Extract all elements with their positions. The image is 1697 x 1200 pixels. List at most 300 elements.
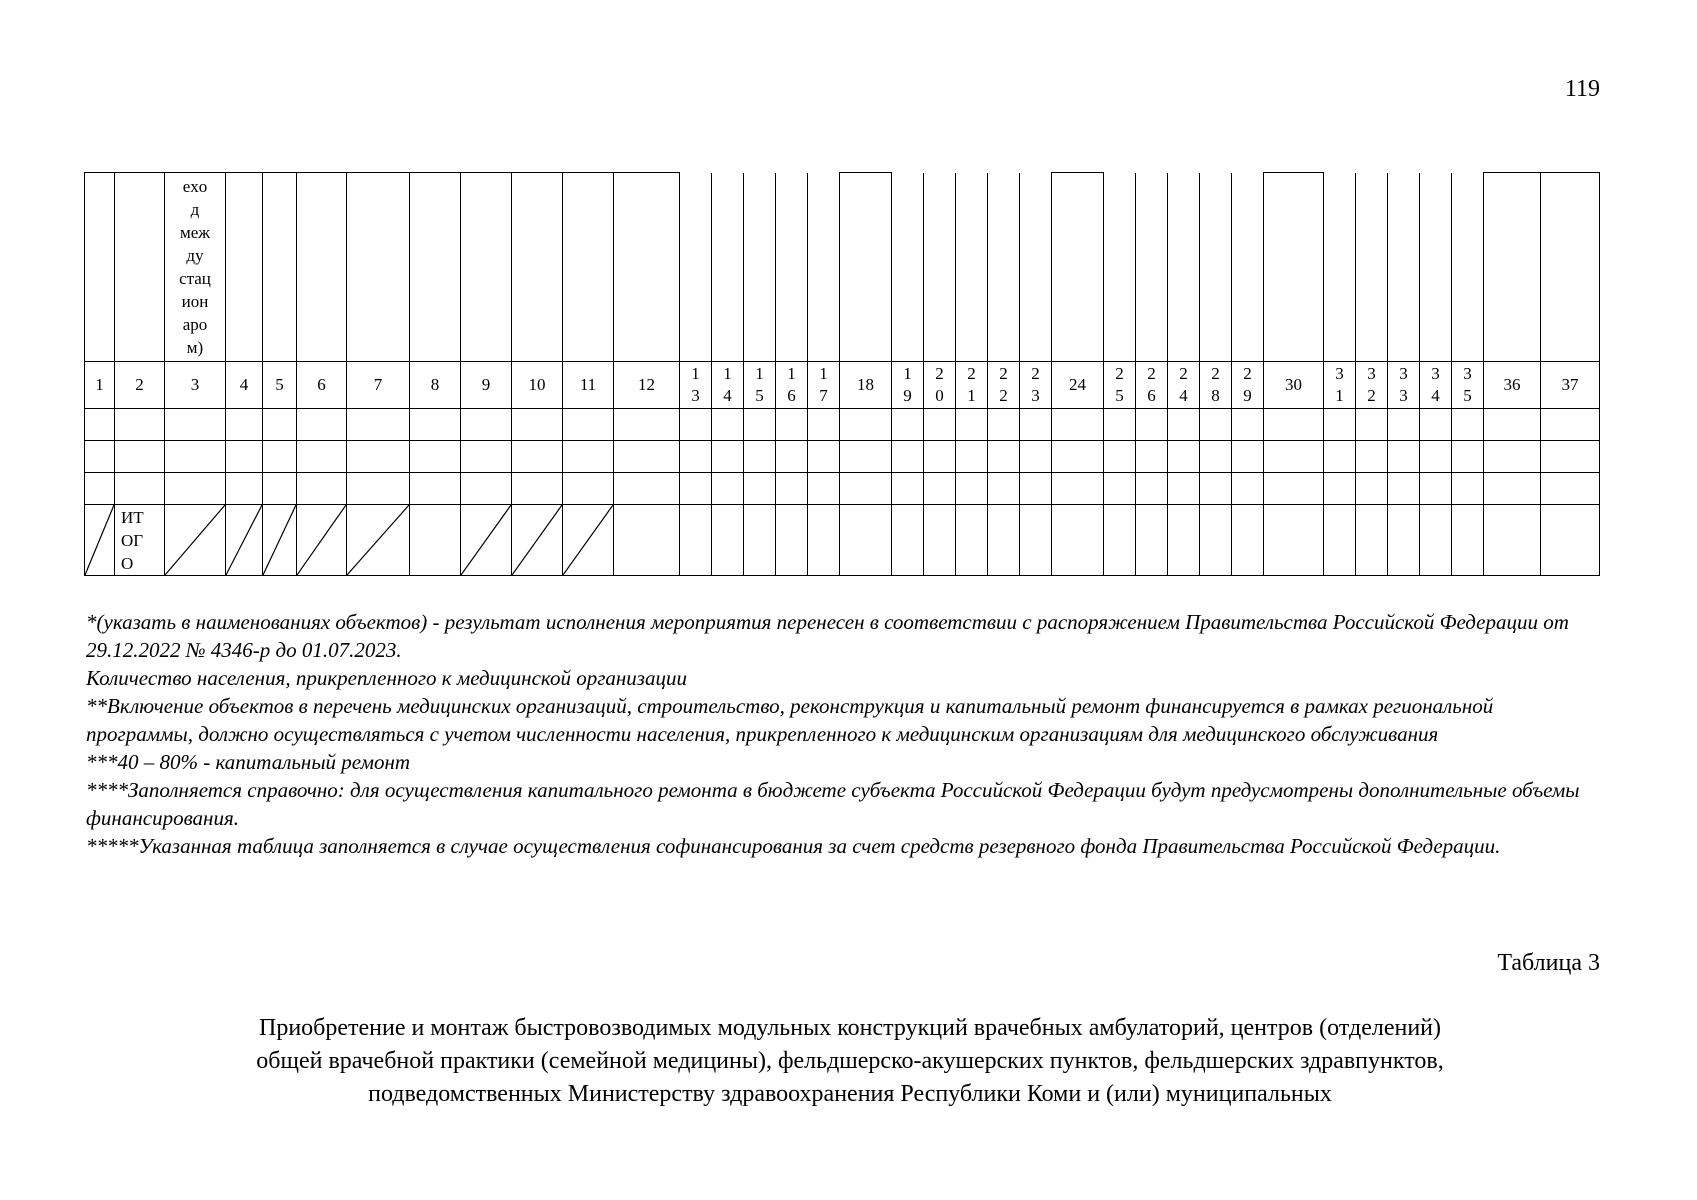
- table-row: [85, 441, 1600, 473]
- total-cell: [840, 505, 892, 576]
- column-number: 3: [190, 375, 200, 394]
- table-cell: [1388, 473, 1420, 505]
- table-cell: [1136, 441, 1168, 473]
- total-cell: [263, 505, 297, 576]
- table-cell: [226, 441, 263, 473]
- table-cell: [744, 409, 776, 441]
- header-cell: [1452, 173, 1484, 362]
- total-cell: [680, 505, 712, 576]
- table-cell: [1264, 441, 1324, 473]
- table-cell: [297, 441, 347, 473]
- total-label-line: О: [121, 553, 134, 573]
- slash-line: [347, 505, 409, 575]
- column-number-cell: [297, 362, 347, 409]
- table-cell: [563, 441, 614, 473]
- table-cell: [744, 473, 776, 505]
- table-cell: [1168, 441, 1200, 473]
- column-number-cell: [680, 362, 712, 409]
- header-cell: [744, 173, 776, 362]
- footnotes: [86, 608, 1600, 860]
- table-cell: [988, 441, 1020, 473]
- table-cell: [461, 473, 512, 505]
- slash-line: [263, 505, 296, 575]
- header-cell: [956, 173, 988, 362]
- header-cell: [1104, 173, 1136, 362]
- table-cell: [808, 441, 840, 473]
- column-number-cell: [1200, 362, 1232, 409]
- table-cell: [1200, 473, 1232, 505]
- table-cell: [1420, 473, 1452, 505]
- header-cell: [263, 173, 297, 362]
- total-cell: [1452, 505, 1484, 576]
- total-cell: [776, 505, 808, 576]
- header-cell: [226, 173, 263, 362]
- heading-line-2: общей врачебной практики (семейной медицины), фельдшерско-акушерских пунктов, фельдшерских здравпунктов,: [256, 1048, 1444, 1074]
- column-number-cell: [712, 362, 744, 409]
- table-cell: [263, 409, 297, 441]
- total-cell: [892, 505, 924, 576]
- slash-line: [461, 505, 511, 575]
- column-number-cell: [1020, 362, 1052, 409]
- table-cell: [924, 473, 956, 505]
- total-cell: [226, 505, 263, 576]
- diagonal-slash: [563, 505, 613, 575]
- table-cell: [956, 409, 988, 441]
- column-number-cell: [776, 362, 808, 409]
- table-cell: [1324, 409, 1356, 441]
- column-number-cell: [85, 362, 115, 409]
- table-row: [85, 473, 1600, 505]
- header-fragment-line: ду: [186, 246, 204, 265]
- table-cell: [512, 409, 563, 441]
- column-number-cell: [263, 362, 297, 409]
- footnote-1: *(указать в наименованиях объектов) - результат исполнения мероприятия перенесен в соответствии с распоряжением Правительства Российской Федерации от 29.12.2022 № 4346-р до 01.07.2023.: [86, 610, 1569, 662]
- table-cell: [1420, 441, 1452, 473]
- table-cell: [1452, 441, 1484, 473]
- header-cell: [461, 173, 512, 362]
- table-cell: [165, 473, 226, 505]
- column-number: 2: [135, 375, 144, 394]
- column-number: 14: [723, 364, 732, 405]
- total-cell: [712, 505, 744, 576]
- column-number-cell: [1136, 362, 1168, 409]
- table-cell: [165, 441, 226, 473]
- table-cell: [1136, 473, 1168, 505]
- column-number: 6: [317, 375, 326, 394]
- diagonal-slash: [85, 505, 114, 575]
- table-cell: [776, 441, 808, 473]
- column-number: 25: [1115, 364, 1124, 405]
- column-number-cell: [1264, 362, 1324, 409]
- header-fragment-line: аро: [182, 315, 208, 334]
- slash-line: [85, 505, 114, 575]
- table-cell: [680, 473, 712, 505]
- page-number: 119: [1564, 76, 1600, 102]
- header-cell: [563, 173, 614, 362]
- column-number: 36: [1503, 375, 1521, 394]
- table-cell: [410, 473, 461, 505]
- header-fragment-line: д: [190, 200, 200, 219]
- total-cell: [614, 505, 680, 576]
- column-number-cell: [892, 362, 924, 409]
- header-cell: [680, 173, 712, 362]
- table-cell: [297, 409, 347, 441]
- table-cell: [808, 473, 840, 505]
- table-cell: [1324, 473, 1356, 505]
- header-cell: [924, 173, 956, 362]
- column-number-cell: [1232, 362, 1264, 409]
- table-cell: [1136, 409, 1168, 441]
- table-cell: [1200, 409, 1232, 441]
- table-cell: [988, 409, 1020, 441]
- column-number-cell: [1484, 362, 1541, 409]
- header-cell: [1541, 173, 1600, 362]
- column-number: 34: [1431, 364, 1440, 405]
- column-number: 20: [935, 364, 944, 405]
- column-number-cell: [1452, 362, 1484, 409]
- table-cell: [115, 473, 165, 505]
- table-row: [85, 409, 1600, 441]
- column-number-cell: [410, 362, 461, 409]
- table-cell: [563, 409, 614, 441]
- header-cell: [1324, 173, 1356, 362]
- table-cell: [1356, 441, 1388, 473]
- column-number-cell: [1052, 362, 1104, 409]
- table-label: Таблица 3: [1497, 950, 1600, 976]
- header-cell: [347, 173, 410, 362]
- header-cell: [1356, 173, 1388, 362]
- table-cell: [1541, 441, 1600, 473]
- table-cell: [263, 473, 297, 505]
- column-number-cell: [956, 362, 988, 409]
- header-fragment-line: стац: [179, 269, 211, 288]
- table-cell: [924, 441, 956, 473]
- column-number-cell: [115, 362, 165, 409]
- table-cell: [892, 441, 924, 473]
- table-cell: [115, 409, 165, 441]
- table-cell: [680, 409, 712, 441]
- total-cell: [347, 505, 410, 576]
- total-cell: [1388, 505, 1420, 576]
- table-cell: [1452, 409, 1484, 441]
- data-table: [84, 172, 1600, 576]
- table-cell: [1232, 409, 1264, 441]
- table-cell: [512, 441, 563, 473]
- header-cell: [808, 173, 840, 362]
- data-table-container: [84, 172, 1600, 576]
- header-row: [85, 173, 1600, 362]
- header-cell: [1484, 173, 1541, 362]
- column-number: 19: [903, 364, 912, 405]
- table-cell: [1356, 473, 1388, 505]
- table-cell: [1452, 473, 1484, 505]
- table-cell: [410, 441, 461, 473]
- footnote-2: **Включение объектов в перечень медицинских организаций, строительство, реконструкция и капитальный ремонт финансируется в рамках региональной программы, должно осуществляться с учетом численности населения, прикрепленного к медицинским организациям для медицинского обслуживания: [86, 694, 1494, 746]
- column-number: 24: [1069, 375, 1086, 394]
- total-row: [85, 505, 1600, 576]
- column-number: 23: [1031, 364, 1040, 405]
- header-cell: [892, 173, 924, 362]
- table-cell: [840, 409, 892, 441]
- column-number-cell: [808, 362, 840, 409]
- column-number-cell: [840, 362, 892, 409]
- table-cell: [165, 409, 226, 441]
- column-number: 18: [857, 375, 874, 394]
- table-cell: [1168, 409, 1200, 441]
- column-number-row: [85, 362, 1600, 409]
- total-cell: [410, 505, 461, 576]
- table-cell: [410, 409, 461, 441]
- header-cell: [1420, 173, 1452, 362]
- table-cell: [712, 473, 744, 505]
- column-number-cell: [165, 362, 226, 409]
- header-cell: [115, 173, 165, 362]
- column-number-cell: [1168, 362, 1200, 409]
- table-cell: [85, 441, 115, 473]
- header-cell: [1020, 173, 1052, 362]
- table-cell: [840, 473, 892, 505]
- table-cell: [563, 473, 614, 505]
- slash-line: [226, 505, 262, 575]
- column-number: 7: [373, 375, 383, 394]
- table-cell: [956, 473, 988, 505]
- total-label-line: ОГ: [121, 530, 144, 550]
- diagonal-slash: [347, 505, 409, 575]
- diagonal-slash: [297, 505, 346, 575]
- table-cell: [1264, 473, 1324, 505]
- column-number-cell: [563, 362, 614, 409]
- header-cell: [165, 173, 226, 362]
- table-cell: [347, 409, 410, 441]
- total-cell: [1168, 505, 1200, 576]
- column-number-cell: [1324, 362, 1356, 409]
- table-cell: [85, 409, 115, 441]
- table-cell: [1484, 409, 1541, 441]
- column-number: 15: [755, 364, 764, 405]
- header-cell: [614, 173, 680, 362]
- diagonal-slash: [461, 505, 511, 575]
- table-cell: [461, 441, 512, 473]
- header-cell: [1052, 173, 1104, 362]
- column-number: 1: [95, 375, 104, 394]
- slash-line: [297, 505, 346, 575]
- footnote-population: Количество населения, прикрепленного к медицинской организации: [86, 666, 687, 690]
- table-cell: [1020, 409, 1052, 441]
- total-cell: [1052, 505, 1104, 576]
- table-cell: [1541, 473, 1600, 505]
- header-cell: [512, 173, 563, 362]
- total-cell: [1232, 505, 1264, 576]
- footnote-3: ***40 – 80% - капитальный ремонт: [86, 750, 411, 774]
- total-cell: [1200, 505, 1232, 576]
- header-fragment-line: exo: [182, 177, 208, 196]
- footnote-5: *****Указанная таблица заполняется в случае осуществления софинансирования за счет средств резервного фонда Правительства Российской Федерации.: [86, 834, 1501, 858]
- table-cell: [1200, 441, 1232, 473]
- table-cell: [680, 441, 712, 473]
- diagonal-slash: [263, 505, 296, 575]
- total-cell: [1356, 505, 1388, 576]
- table-cell: [808, 409, 840, 441]
- header-fragment-line: меж: [179, 223, 211, 242]
- table-cell: [226, 409, 263, 441]
- header-cell: [1232, 173, 1264, 362]
- table-cell: [1104, 473, 1136, 505]
- table-heading: [100, 1012, 1600, 1111]
- table-cell: [892, 473, 924, 505]
- column-number-cell: [614, 362, 680, 409]
- header-cell: [1136, 173, 1168, 362]
- slash-line: [563, 505, 613, 575]
- table-cell: [115, 441, 165, 473]
- table-cell: [297, 473, 347, 505]
- header-cell: [410, 173, 461, 362]
- column-number: 13: [691, 364, 700, 405]
- table-cell: [347, 441, 410, 473]
- table-cell: [1541, 409, 1600, 441]
- header-cell: [1264, 173, 1324, 362]
- table-cell: [924, 409, 956, 441]
- table-cell: [347, 473, 410, 505]
- total-cell: [1104, 505, 1136, 576]
- table-cell: [988, 473, 1020, 505]
- total-cell: [1324, 505, 1356, 576]
- total-cell: [512, 505, 563, 576]
- table-cell: [614, 409, 680, 441]
- slash-line: [512, 505, 562, 575]
- table-cell: [1052, 441, 1104, 473]
- diagonal-slash: [512, 505, 562, 575]
- column-number-cell: [924, 362, 956, 409]
- heading-line-1: Приобретение и монтаж быстровозводимых модульных конструкций врачебных амбулаторий, центров (отделений): [259, 1015, 1441, 1041]
- total-cell: [1420, 505, 1452, 576]
- table-cell: [840, 441, 892, 473]
- column-number: 4: [239, 375, 249, 394]
- table-cell: [712, 441, 744, 473]
- column-number: 32: [1367, 364, 1376, 405]
- table-cell: [1052, 409, 1104, 441]
- diagonal-slash: [226, 505, 262, 575]
- column-number: 8: [430, 375, 440, 394]
- header-cell: [988, 173, 1020, 362]
- table-cell: [1020, 441, 1052, 473]
- total-cell: [115, 505, 165, 576]
- column-number-cell: [1541, 362, 1600, 409]
- table-cell: [1104, 409, 1136, 441]
- header-cell: [85, 173, 115, 362]
- column-number-cell: [1420, 362, 1452, 409]
- header-fragment-line: ион: [181, 292, 209, 311]
- slash-line: [165, 505, 225, 575]
- table-cell: [776, 409, 808, 441]
- column-number: 24: [1179, 364, 1188, 405]
- header-cell: [1200, 173, 1232, 362]
- column-number: 17: [819, 364, 828, 405]
- header-cell: [776, 173, 808, 362]
- total-cell: [1020, 505, 1052, 576]
- table-cell: [1232, 473, 1264, 505]
- table-cell: [712, 409, 744, 441]
- total-cell: [1484, 505, 1541, 576]
- table-cell: [1420, 409, 1452, 441]
- diagonal-slash: [165, 505, 225, 575]
- table-cell: [461, 409, 512, 441]
- column-number: 12: [638, 375, 655, 394]
- total-cell: [744, 505, 776, 576]
- column-number: 21: [967, 364, 976, 405]
- total-cell: [297, 505, 347, 576]
- table-cell: [1388, 409, 1420, 441]
- table-cell: [226, 473, 263, 505]
- table-cell: [1484, 473, 1541, 505]
- column-number: 9: [481, 375, 491, 394]
- table-cell: [1020, 473, 1052, 505]
- table-cell: [1232, 441, 1264, 473]
- column-number-cell: [512, 362, 563, 409]
- header-fragment-line: м): [186, 338, 204, 357]
- total-cell: [1264, 505, 1324, 576]
- table-cell: [776, 473, 808, 505]
- column-number-cell: [1356, 362, 1388, 409]
- total-cell: [988, 505, 1020, 576]
- header-cell: [840, 173, 892, 362]
- column-number: 31: [1335, 364, 1344, 405]
- column-number-cell: [347, 362, 410, 409]
- column-number: 29: [1243, 364, 1252, 405]
- table-cell: [85, 473, 115, 505]
- header-cell: [297, 173, 347, 362]
- total-cell: [924, 505, 956, 576]
- column-number: 22: [999, 364, 1008, 405]
- table-cell: [1104, 441, 1136, 473]
- table-cell: [1388, 441, 1420, 473]
- header-cell: [1168, 173, 1200, 362]
- table-cell: [1356, 409, 1388, 441]
- column-number: 16: [787, 364, 796, 405]
- column-number: 5: [275, 375, 284, 394]
- table-cell: [1484, 441, 1541, 473]
- table-cell: [892, 409, 924, 441]
- column-number: 28: [1211, 364, 1220, 405]
- table-cell: [614, 473, 680, 505]
- column-number-cell: [1104, 362, 1136, 409]
- column-number-cell: [988, 362, 1020, 409]
- total-cell: [1136, 505, 1168, 576]
- total-cell: [165, 505, 226, 576]
- table-cell: [614, 441, 680, 473]
- total-cell: [461, 505, 512, 576]
- column-number-cell: [744, 362, 776, 409]
- column-number: 35: [1463, 364, 1472, 405]
- column-number: 30: [1285, 375, 1302, 394]
- table-cell: [744, 441, 776, 473]
- column-number: 26: [1147, 364, 1156, 405]
- total-cell: [563, 505, 614, 576]
- footnote-4: ****Заполняется справочно: для осуществления капитального ремонта в бюджете субъекта Российской Федерации будут предусмотрены дополнительные объемы финансирования.: [86, 778, 1580, 830]
- table-cell: [1264, 409, 1324, 441]
- heading-line-3: подведомственных Министерству здравоохранения Республики Коми и (или) муниципальных: [368, 1081, 1332, 1107]
- table-cell: [1324, 441, 1356, 473]
- header-cell: [1388, 173, 1420, 362]
- total-cell: [85, 505, 115, 576]
- total-cell: [1541, 505, 1600, 576]
- column-number: 10: [528, 375, 546, 394]
- table-cell: [1168, 473, 1200, 505]
- total-cell: [808, 505, 840, 576]
- table-cell: [956, 441, 988, 473]
- header-cell: [712, 173, 744, 362]
- table-cell: [1052, 473, 1104, 505]
- table-cell: [512, 473, 563, 505]
